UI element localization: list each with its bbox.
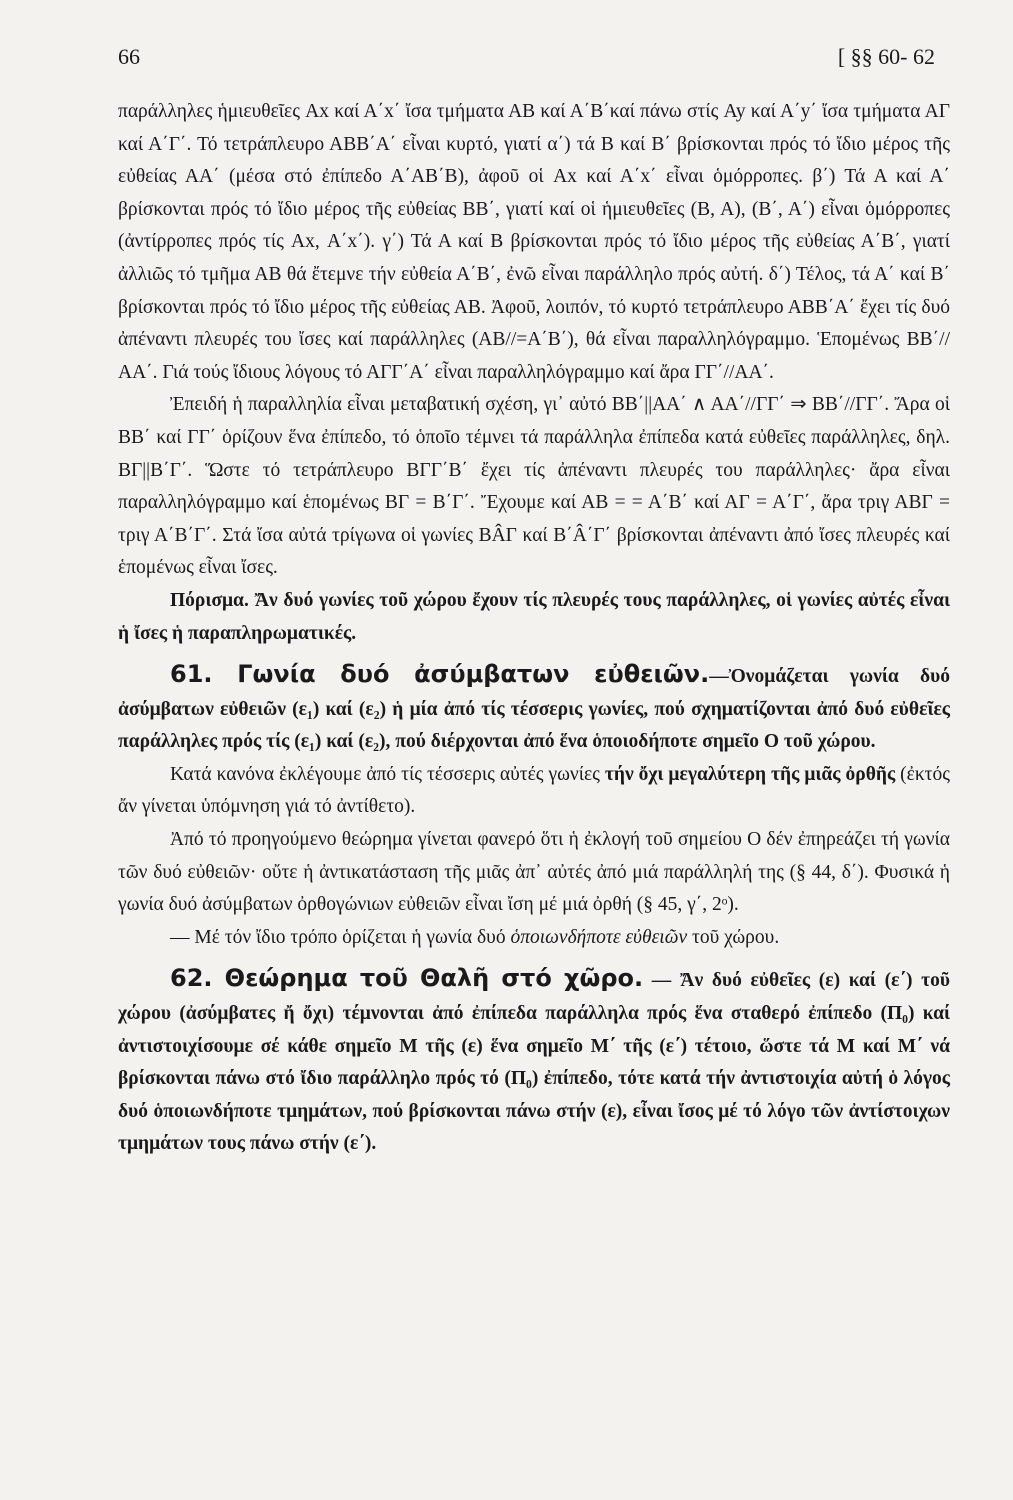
paragraph-consequence: Ἀπό τό προηγούμενο θεώρημα γίνεται φανερό ὅτι ἡ ἐκλογή τοῦ σημείου Ο δέν ἐπηρεάζει τή γωνία τῶν δυό εὐθειῶν· οὔτε ἡ ἀντικατάσταση τῆς μιᾶς ἀπ᾽ αὐτές ἀπό μιά παράλληλή της (§ 44, δ΄). Φυσικά ἡ γωνία δυό ἀσύμβατων ὀρθογώνιων εὐθειῶν εἶναι ἴση μέ μιά ὀρθή (§ 45, γ΄, 2ᵒ).: [118, 829, 950, 916]
page-header: [118, 44, 935, 74]
section-61: [118, 658, 950, 759]
paragraph-transitivity: Ἐπειδή ἡ παραλληλία εἶναι μεταβατική σχέση, γι᾽ αὐτό ΒΒ΄||ΑΑ΄ ∧ ΑΑ΄//ΓΓ΄ ⇒ ΒΒ΄//ΓΓ΄. Ἄρα οἱ ΒΒ΄ καί ΓΓ΄ ὁρίζουν ἕνα ἐπίπεδο, τό ὁποῖο τέμνει τά παράλληλα ἐπίπεδα κατά εὐθεῖες παράλληλες, δηλ. ΒΓ||Β΄Γ΄. Ὥστε τό τετράπλευρο ΒΓΓ΄Β΄ ἔχει τίς ἀπέναντι πλευρές του παράλληλες· ἄρα εἶναι παραλληλόγραμμο καί ἑπομένως ΒΓ = Β΄Γ΄. Ἔχουμε καί ΑΒ = = Α΄Β΄ καί ΑΓ = Α΄Γ΄, ἄρα τριγ ΑΒΓ = τριγ Α΄Β΄Γ΄. Στά ἴσα αὐτά τρίγωνα οἱ γωνίες ΒÂΓ καί Β΄Â΄Γ΄ βρίσκονται ἀπέναντι ἀπό ἴσες πλευρές καί ἑπομένως εἶναι ἴσες.: [118, 394, 950, 579]
page-number: 66: [118, 44, 140, 69]
section-61-definition: —Ὀνομάζεται γωνία δυό ἀσύμβατων εὐθειῶν (ε₁) καί (ε₂) ἡ μία ἀπό τίς τέσσερις γωνίες, πού σχηματίζονται ἀπό δυό εὐθεῖες παράλληλες πρός τίς (ε₁) καί (ε₂), πού διέρχονται ἀπό ἕνα ὁποιοδήποτε σημεῖο Ο τοῦ χώρου.: [118, 666, 950, 753]
any-lines-text: — Μέ τόν ἴδιο τρόπο ὁρίζεται ἡ γωνία δυό: [170, 926, 506, 948]
section-62: [118, 962, 950, 1161]
section-61-heading: 61. Γωνία δυό ἀσύμβατων εὐθειῶν.: [170, 660, 710, 689]
page-body: [118, 96, 950, 1161]
angle-choice-remark: (ἐκτός ἄν γίνεται ὑπόμνηση γιά τό ἀντίθετο).: [118, 763, 950, 818]
paragraph-angle-choice: [118, 759, 950, 824]
corollary-text: Ἄν δυό γωνίες τοῦ χώρου ἔχουν τίς πλευρές τους παράλληλες, οἱ γωνίες αὐτές εἶναι ἡ ἴσες ἡ παραπληρωματικές.: [118, 589, 950, 644]
section-62-theorem: — Ἄν δυό εὐθεῖες (ε) καί (ε΄) τοῦ χώρου (ἀσύμβατες ἤ ὄχι) τέμνονται ἀπό ἐπίπεδα παράλληλα πρός ἕνα σταθερό ἐπίπεδο (Π₀) καί ἀντιστοιχίσουμε σέ κάθε σημεῖο Μ τῆς (ε) ἕνα σημεῖο Μ΄ τῆς (ε΄) τέτοιο, ὥστε τά Μ καί Μ΄ νά βρίσκονται πάνω στό ἴδιο παράλληλο πρός τό (Π₀) ἐπίπεδο, τότε κατά τήν ἀντιστοιχία αὐτή ὁ λόγος δυό ὁποιωνδήποτε τμημάτων, πού βρίσκονται πάνω στήν (ε), εἶναι ἴσος μέ τό λόγο τῶν ἀντίστοιχων τμημάτων τους πάνω στήν (ε΄).: [118, 970, 950, 1155]
any-lines-end: τοῦ χώρου.: [692, 926, 780, 948]
angle-choice-emphasis: τήν ὄχι μεγαλύτερη τῆς μιᾶς ὀρθῆς: [604, 763, 896, 785]
corollary: [118, 585, 950, 650]
paragraph-any-lines: [118, 922, 950, 955]
section-reference: [ §§ 60- 62: [837, 44, 935, 69]
any-lines-italic: ὁποιωνδήποτε εὐθειῶν: [510, 926, 688, 948]
angle-choice-text: Κατά κανόνα ἐκλέγουμε ἀπό τίς τέσσερις αὐτές γωνίες: [170, 763, 600, 785]
corollary-label: Πόρισμα.: [170, 589, 249, 611]
paragraph-proof-continued: παράλληλες ἡμιευθεῖες Ax καί Α΄x΄ ἴσα τμήματα ΑΒ καί Α΄Β΄καί πάνω στίς Ay καί Α΄y΄ ἴσα τμήματα ΑΓ καί Α΄Γ΄. Τό τετράπλευρο ΑΒΒ΄Α΄ εἶναι κυρτό, γιατί α΄) τά Β καί Β΄ βρίσκονται πρός τό ἴδιο μέρος τῆς εὐθείας ΑΑ΄ (μέσα στό ἐπίπεδο Α΄ΑΒ΄Β), ἀφοῦ οἱ Ax καί Α΄x΄ εἶναι ὁμόρροπες. β΄) Τά Α καί Α΄ βρίσκονται πρός τό ἴδιο μέρος τῆς εὐθείας ΒΒ΄, γιατί καί οἱ ἡμιευθεῖες (Β, Α), (Β΄, Α΄) εἶναι ὁμόρροπες (ἀντίρροπες πρός τίς Ax, Α΄x΄). γ΄) Τά Α καί Β βρίσκονται πρός τό ἴδιο μέρος τῆς εὐθείας Α΄Β΄, γιατί ἀλλιῶς τό τμῆμα ΑΒ θά ἔτεμνε τήν εὐθεία Α΄Β΄, ἐνῶ εἶναι παράλληλο πρός αὐτή. δ΄) Τέλος, τά Α΄ καί Β΄ βρίσκονται πρός τό ἴδιο μέρος τῆς εὐθείας ΑΒ. Ἀφοῦ, λοιπόν, τό κυρτό τετράπλευρο ΑΒΒ΄Α΄ ἔχει τίς δυό ἀπέναντι πλευρές του ἴσες καί παράλληλες (ΑΒ//=Α΄Β΄), θά εἶναι παραλληλόγραμμο. Ἑπομένως ΒΒ΄//ΑΑ΄. Γιά τούς ἴδιους λόγους τό ΑΓΓ΄Α΄ εἶναι παραλληλόγραμμο καί ἄρα ΓΓ΄//ΑΑ΄.: [118, 101, 950, 383]
section-62-heading: 62. Θεώρημα τοῦ Θαλῆ στό χῶρο.: [170, 964, 644, 993]
